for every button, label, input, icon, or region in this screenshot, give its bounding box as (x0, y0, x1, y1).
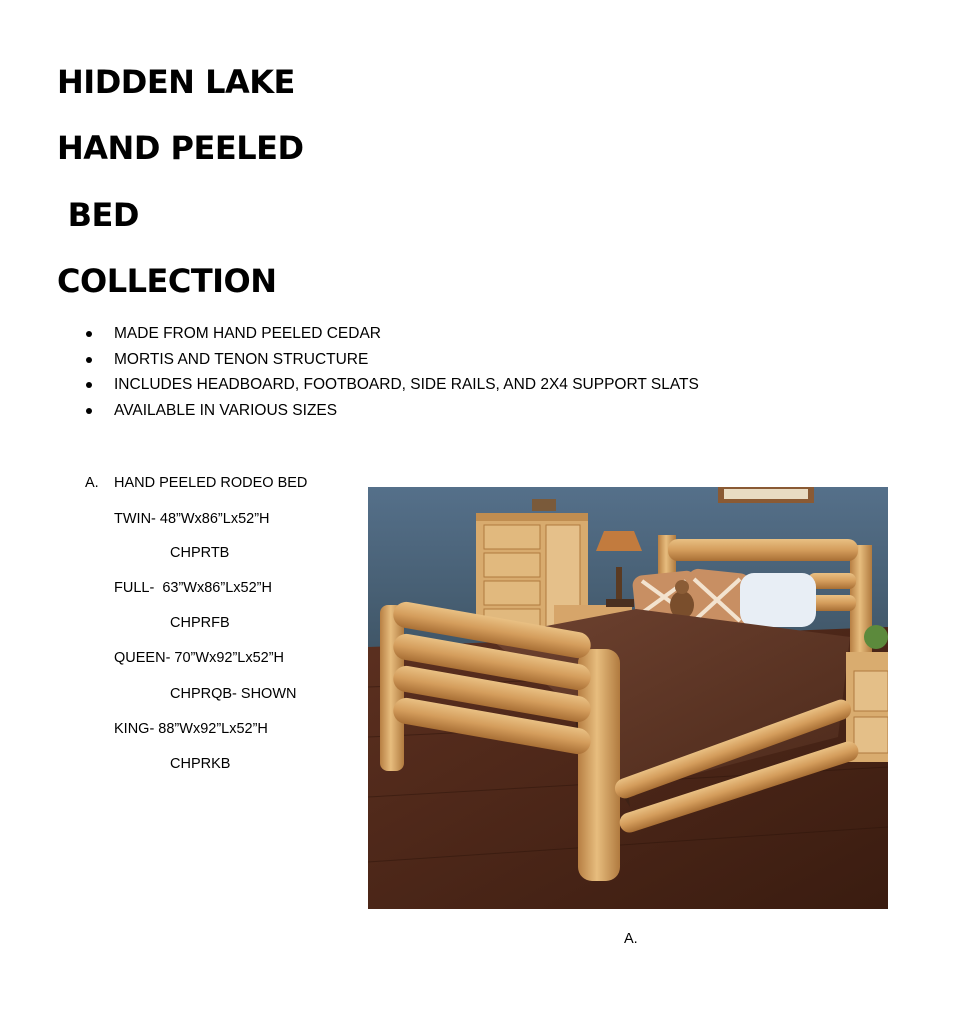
sku-queen: CHPRQB- SHOWN (170, 686, 297, 702)
bullet-icon (86, 408, 92, 414)
size-king: KING- 88”Wx92”Lx52”H (114, 721, 268, 737)
size-full: FULL- 63”Wx86”Lx52”H (114, 580, 272, 596)
feature-item (0, 348, 699, 374)
product-name: HAND PEELED RODEO BED (114, 475, 308, 491)
bullet-icon (86, 382, 92, 388)
title-line-3: BED (57, 196, 139, 234)
bullet-icon (86, 357, 92, 363)
feature-text: MADE FROM HAND PEELED CEDAR (114, 325, 381, 342)
feature-list (0, 322, 699, 424)
feature-text: MORTIS AND TENON STRUCTURE (114, 350, 369, 368)
size-queen: QUEEN- 70”Wx92”Lx52”H (114, 650, 285, 666)
feature-item (0, 399, 699, 425)
feature-text: AVAILABLE IN VARIOUS SIZES (114, 401, 338, 419)
title-line-4: COLLECTION (57, 262, 277, 300)
sku-king: CHPRKB (170, 756, 231, 772)
feature-item (0, 322, 699, 348)
sku-full: CHPRFB (170, 615, 230, 631)
title-line-2: HAND PEELED (57, 129, 304, 167)
size-twin: TWIN- 48”Wx86”Lx52”H (114, 511, 270, 527)
product-letter: A. (85, 475, 99, 491)
sku-twin: CHPRTB (170, 545, 230, 561)
wall-frame-art (724, 489, 808, 499)
photo-caption: A. (624, 931, 638, 947)
bullet-icon (86, 331, 92, 337)
feature-item (0, 373, 699, 399)
bed-photo (368, 487, 888, 909)
feature-text: INCLUDES HEADBOARD, FOOTBOARD, SIDE RAILS, AND 2X4 SUPPORT SLATS (114, 376, 699, 393)
title-line-1: HIDDEN LAKE (57, 63, 295, 101)
